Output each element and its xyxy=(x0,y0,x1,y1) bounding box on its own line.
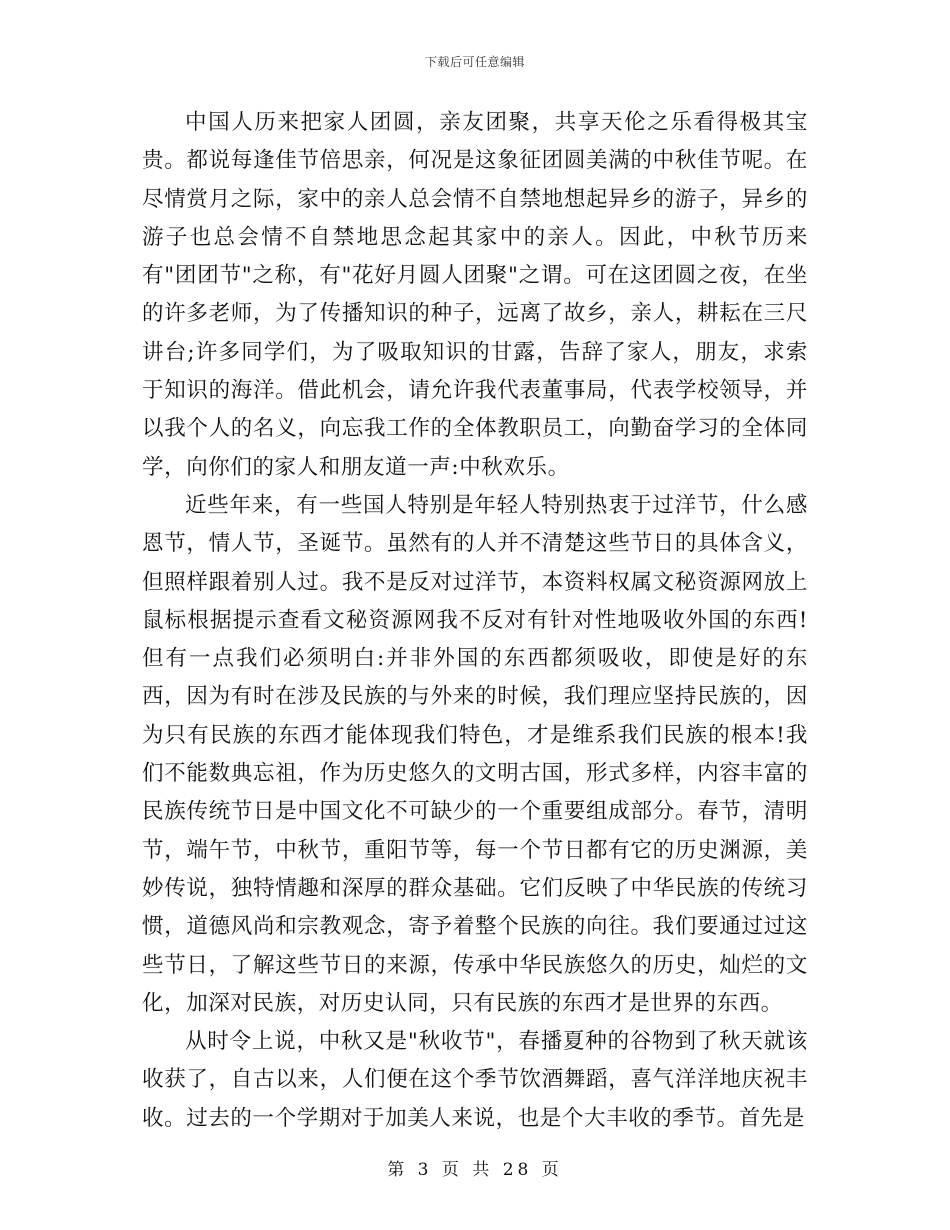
document-body xyxy=(142,104,808,1138)
paragraph-1: 中国人历来把家人团圆，亲友团聚，共享天伦之乐看得极其宝贵。都说每逢佳节倍思亲，何况是这象征团圆美满的中秋佳节呢。在尽情赏月之际，家中的亲人总会情不自禁地想起异乡的游子，异乡的游子也总会情不自禁地思念起其家中的亲人。因此，中秋节历来有"团团节"之称，有"花好月圆人团聚"之谓。可在这团圆之夜，在坐的许多老师，为了传播知识的种子，远离了故乡，亲人，耕耘在三尺讲台;许多同学们，为了吸取知识的甘露，告辞了家人，朋友，求索于知识的海洋。借此机会，请允许我代表董事局，代表学校领导，并以我个人的名义，向忘我工作的全体教职员工，向勤奋学习的全体同学，向你们的家人和朋友道一声:中秋欢乐。 xyxy=(142,110,808,480)
paragraph-3: 从时令上说，中秋又是"秋收节"，春播夏种的谷物到了秋天就该收获了，自古以来，人们便在这个季节饮酒舞蹈，喜气洋洋地庆祝丰收。过去的一个学期对于加美人来说，也是个大丰收的季节。首先是 xyxy=(142,1029,808,1131)
paragraph-2: 近些年来，有一些国人特别是年轻人特别热衷于过洋节，什么感恩节，情人节，圣诞节。虽然有的人并不清楚这些节日的具体含义，但照样跟着别人过。我不是反对过洋节，本资料权属文秘资源网放上鼠标根据提示查看文秘资源网我不反对有针对性地吸收外国的东西!但有一点我们必须明白:并非外国的东西都须吸收，即使是好的东西，因为有时在涉及民族的与外来的时候，我们理应坚持民族的，因为只有民族的东西才能体现我们特色，才是维系我们民族的根本!我们不能数典忘祖，作为历史悠久的文明古国，形式多样，内容丰富的民族传统节日是中国文化不可缺少的一个重要组成部分。春节，清明节，端午节，中秋节，重阳节等，每一个节日都有它的历史渊源，美妙传说，独特情趣和深厚的群众基础。它们反映了中华民族的传统习惯，道德风尚和宗教观念，寄予着整个民族的向往。我们要通过过这些节日，了解这些节日的来源，传承中华民族悠久的历史，灿烂的文化，加深对民族，对历史认同，只有民族的东西才是世界的东西。 xyxy=(142,492,808,1016)
page-number: 第 3 页 共 28 页 xyxy=(387,1160,563,1180)
page-header-note: 下载后可任意编辑 xyxy=(424,55,525,69)
